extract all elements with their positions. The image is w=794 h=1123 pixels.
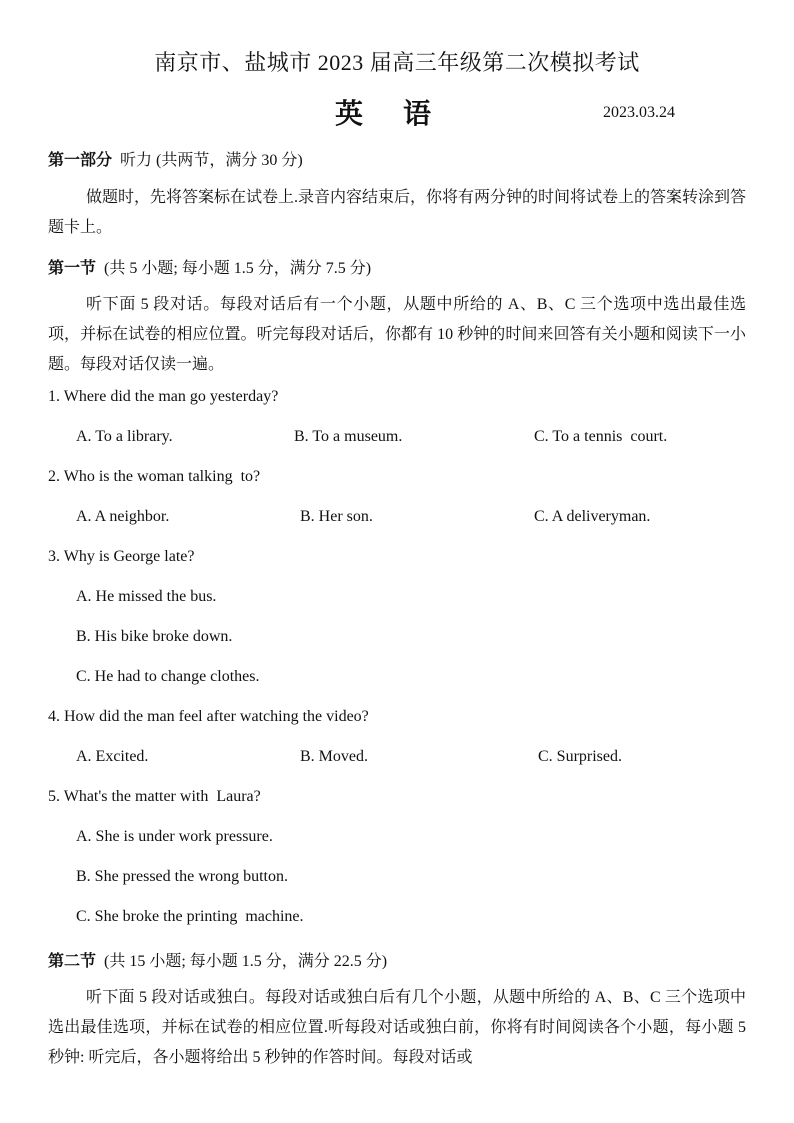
question-5-option-a: A. She is under work pressure.	[76, 828, 273, 845]
question-5-option-b: B. She pressed the wrong button.	[76, 868, 288, 885]
part1-heading-label: 第一部分	[48, 152, 113, 169]
section1-heading	[48, 255, 371, 278]
subject-title: 英语	[335, 99, 472, 130]
question-1-option-a: A. To a library.	[76, 428, 173, 445]
section2-instruction: 听下面 5 段对话或独白。每段对话或独白后有几个小题，从题中所给的 A、B、C 三个选项中选出最佳选项，并标在试卷的相应位置.听每段对话或独白前，你将有时间阅读各个小题，每小题 5 秒钟: 听完后，各小题将给出 5 秒钟的作答时间。每段对话或	[48, 989, 746, 1066]
question-2-stem: 2. Who is the woman talking to?	[48, 468, 261, 485]
section2-heading	[48, 948, 387, 971]
question-3-option-c: C. He had to change clothes.	[76, 668, 260, 685]
part1-heading-detail: 听力 (共两节，满分 30 分)	[112, 152, 303, 169]
section1-heading-detail: (共 5 小题; 每小题 1.5 分，满分 7.5 分)	[96, 260, 372, 277]
part1-heading	[48, 147, 303, 170]
question-3-option-a: A. He missed the bus.	[76, 588, 217, 605]
section2-heading-detail: (共 15 小题; 每小题 1.5 分，满分 22.5 分)	[96, 953, 388, 970]
question-2-option-a: A. A neighbor.	[76, 508, 170, 525]
question-5-option-c: C. She broke the printing machine.	[76, 908, 304, 925]
part1-instruction: 做题时，先将答案标在试卷上.录音内容结束后，你将有两分钟的时间将试卷上的答案转涂到答题卡上。	[48, 189, 747, 236]
section1-instruction: 听下面 5 段对话。每段对话后有一个小题，从题中所给的 A、B、C 三个选项中选出最佳选项，并标在试卷的相应位置。听完每段对话后，你都有 10 秒钟的时间来回答有关小题和阅读下一小题。每段对话仅读一遍。	[48, 296, 746, 373]
question-2-option-c: C. A deliveryman.	[534, 508, 651, 525]
question-2-option-b: B. Her son.	[300, 508, 373, 525]
question-1-option-c: C. To a tennis court.	[534, 428, 668, 445]
question-5-stem: 5. What's the matter with Laura?	[48, 788, 261, 805]
question-4-option-a: A. Excited.	[76, 748, 149, 765]
question-1-option-b: B. To a museum.	[294, 428, 403, 445]
exam-date: 2023.03.24	[603, 104, 675, 121]
question-4-stem: 4. How did the man feel after watching the video?	[48, 708, 369, 725]
section2-heading-label: 第二节	[48, 953, 97, 970]
question-3-option-b: B. His bike broke down.	[76, 628, 233, 645]
section1-heading-label: 第一节	[48, 260, 97, 277]
exam-title: 南京市、盐城市 2023 届高三年级第二次模拟考试	[154, 50, 640, 75]
question-4-option-b: B. Moved.	[300, 748, 368, 765]
question-4-option-c: C. Surprised.	[538, 748, 622, 765]
question-1-stem: 1. Where did the man go yesterday?	[48, 388, 279, 405]
question-3-stem: 3. Why is George late?	[48, 548, 195, 565]
